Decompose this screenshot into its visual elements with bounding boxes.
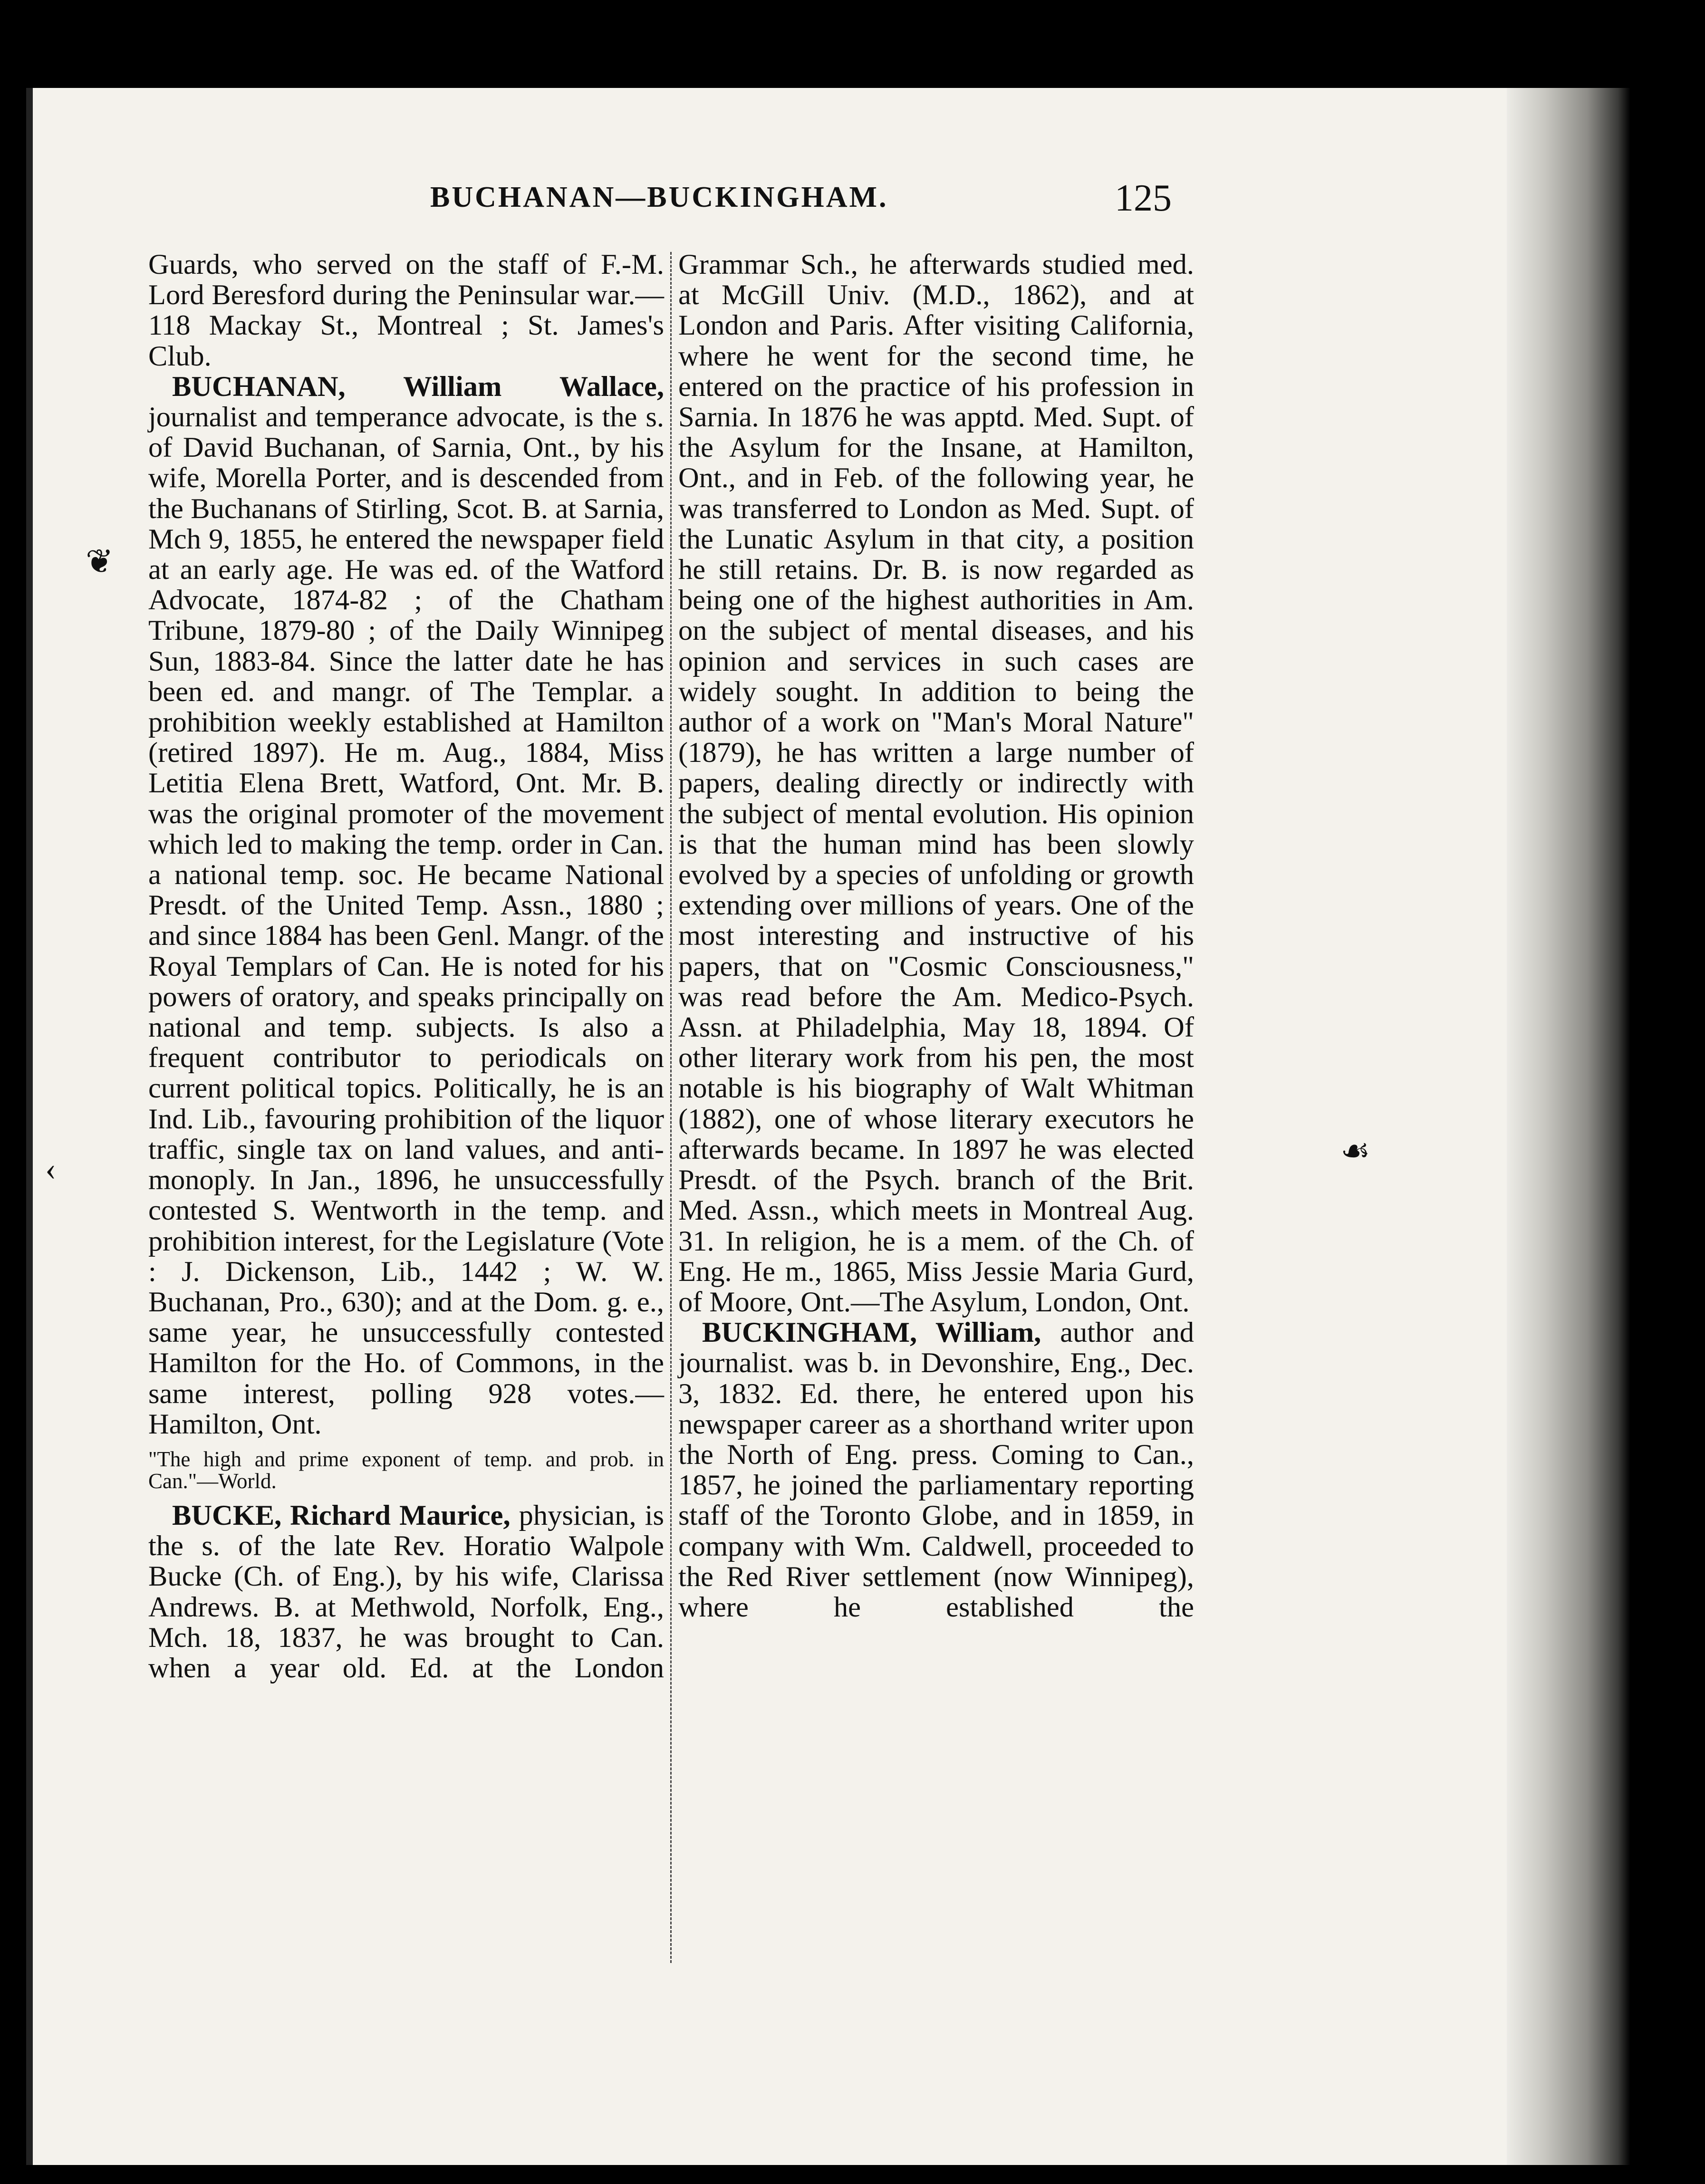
entry-buckingham	[678, 1318, 1194, 1623]
entry-continuation: Grammar Sch., he afterwards studied med. at McGill Univ. (M.D., 1862), and at London and Paris. After visiting California, where he went for the second time, he entered on the practice of his profession in Sarnia. In 1876 he was apptd. Med. Supt. of the Asylum for the Insane, at Hamilton, Ont., and in Feb. of the following year, he was transferred to London as Med. Supt. of the Lunatic Asylum in that city, a position he still retains. Dr. B. is now regarded as being one of the highest authorities in Am. on the subject of mental diseases, and his opinion and services in such cases are widely sought. In addition to being the author of a work on "Man's Moral Nature" (1879), he has written a large number of papers, dealing directly or indirectly with the subject of mental evolution. His opinion is that the human mind has been slowly evolved by a species of unfolding or growth extending over millions of years. One of the most interesting and instructive of his papers, that on "Cosmic Consciousness," was read before the Am. Medico-Psych. Assn. at Philadelphia, May 18, 1894. Of other literary work from his pen, the most notable is his biography of Walt Whitman (1882), one of whose literary executors he afterwards became. In 1897 he was elected Presdt. of the Psych. branch of the Brit. Med. Assn., which meets in Montreal Aug. 31. In religion, he is a mem. of the Ch. of Eng. He m., 1865, Miss Jessie Maria Gurd, of Moore, Ont.—The Asylum, London, Ont.	[678, 249, 1194, 1318]
margin-mark-icon: ❦	[86, 544, 114, 580]
margin-mark-icon: ☙	[1340, 1133, 1370, 1170]
entry-text: journalist and temperance advocate, is the s. of David Buchanan, of Sarnia, Ont., by his wife, Morella Porter, and is descended from the Buchanans of Stirling, Scot. B. at Sarnia, Mch 9, 1855, he entered the newspaper field at an early age. He was ed. of the Watford Advocate, 1874-82 ; of the Chatham Tribune, 1879-80 ; of the Daily Winnipeg Sun, 1883-84. Since the latter date he has been ed. and mangr. of The Templar. a prohibition weekly established at Hamilton (retired 1897). He m. Aug., 1884, Miss Letitia Elena Brett, Watford, Ont. Mr. B. was the original promoter of the movement which led to making the temp. order in Can. a national temp. soc. He became National Presdt. of the United Temp. Assn., 1880 ; and since 1884 has been Genl. Mangr. of the Royal Templars of Can. He is noted for his powers of oratory, and speaks principally on national and temp. subjects. Is also a frequent contributor to periodicals on current political topics. Politically, he is an Ind. Lib., favouring prohibition of the liquor traffic, single tax on land values, and anti-monoply. In Jan., 1896, he unsuccessfully contested S. Wentworth in the temp. and prohibition interest, for the Legislature (Vote : J. Dickenson, Lib., 1442 ; W. W. Buchanan, Pro., 630); and at the Dom. g. e., same year, he unsuccessfully contested Hamilton for the Ho. of Commons, in the same interest, polling 928 votes.—Hamilton, Ont.	[148, 401, 664, 1440]
page-left-edge	[26, 88, 33, 2165]
entry-text: author and journalist. was b. in Devonshire, Eng., Dec. 3, 1832. Ed. there, he entered upon his newspaper career as a shorthand writer upon the North of Eng. press. Coming to Can., 1857, he joined the parliamentary reporting staff of the Toronto Globe, and in 1859, in company with Wm. Caldwell, proceeded to the Red River settlement (now Winnipeg), where he established the	[678, 1317, 1194, 1623]
right-column	[678, 250, 1194, 1623]
entry-continuation: Guards, who served on the staff of F.-M. Lord Beresford during the Peninsular war.—118 Mackay St., Montreal ; St. James's Club.	[148, 249, 664, 372]
running-title: BUCHANAN—BUCKINGHAM.	[430, 181, 888, 213]
page-gutter-shadow	[1507, 88, 1630, 2165]
entry-name: BUCHANAN, William Wallace,	[172, 370, 664, 403]
entry-text: physician, is the s. of the late Rev. Horatio Walpole Bucke (Ch. of Eng.), by his wife, Clarissa Andrews. B. at Methwold, Norfolk, Eng., Mch. 18, 1837, he was brought to Can. when a year old. Ed. at the London	[148, 1499, 664, 1684]
left-column	[148, 250, 664, 1684]
margin-mark-icon: ‹	[45, 1151, 57, 1187]
entry-name: BUCKE, Richard Maurice,	[172, 1499, 511, 1531]
page-number: 125	[1115, 177, 1172, 219]
entry-buchanan	[148, 372, 664, 1440]
column-divider	[670, 252, 672, 1963]
press-quote: "The high and prime exponent of temp. and prob. in Can."—World.	[148, 1447, 664, 1493]
entry-name: BUCKINGHAM, William,	[702, 1317, 1041, 1349]
entry-bucke	[148, 1501, 664, 1684]
